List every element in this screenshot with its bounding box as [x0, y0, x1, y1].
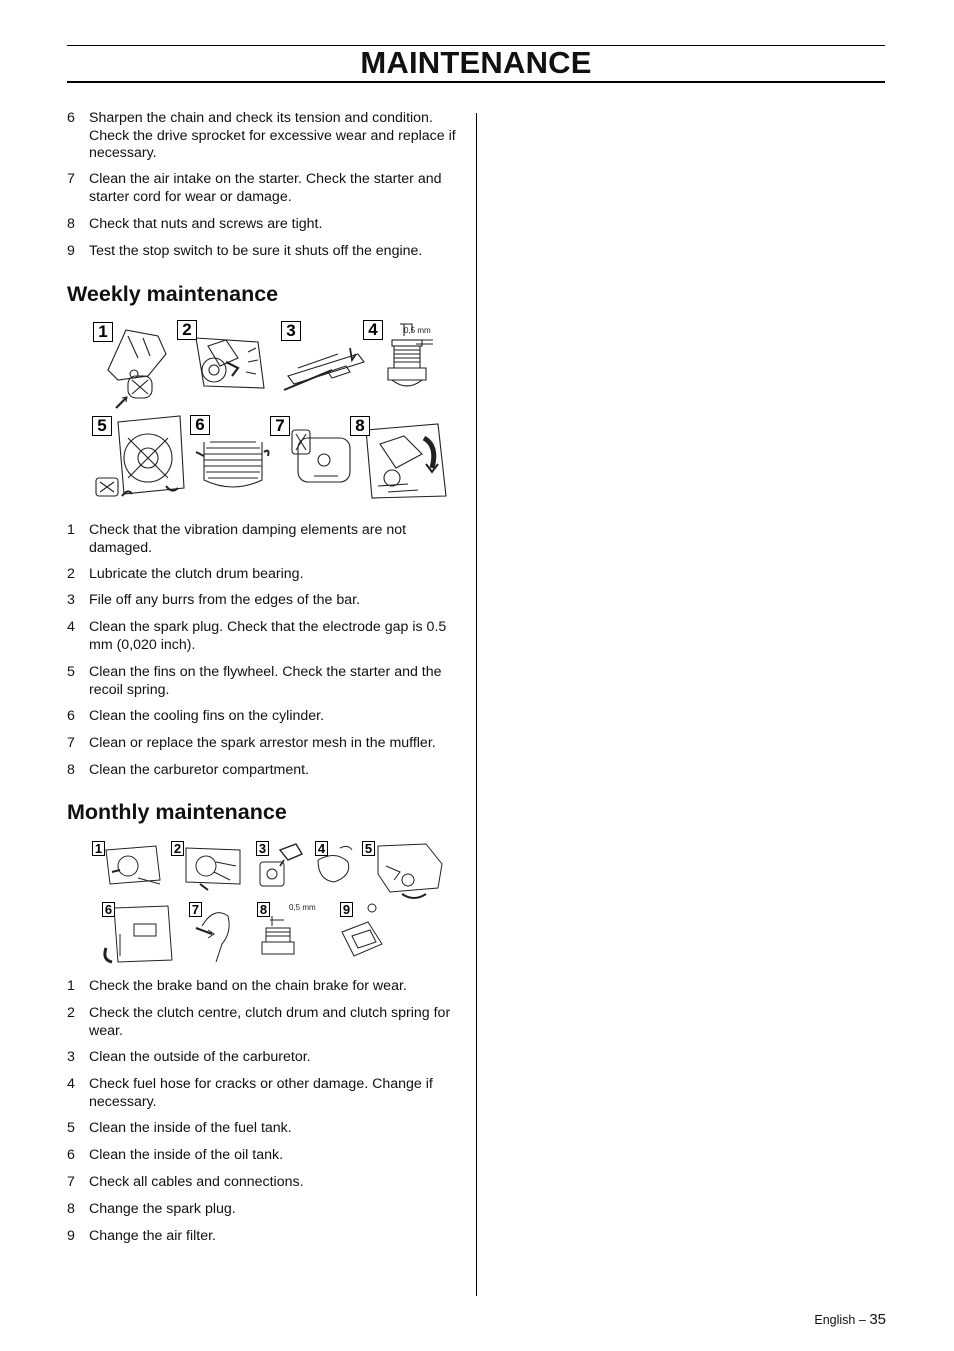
step-text: Clean the cooling fins on the cylinder.	[89, 708, 325, 724]
figure-label: 6	[102, 902, 115, 917]
step-text: Clean or replace the spark arrestor mesh in the muffler.	[89, 735, 436, 751]
step-number: 1	[67, 978, 75, 994]
step-text: Clean the inside of the fuel tank.	[89, 1120, 292, 1136]
weekly-illustration	[88, 318, 458, 508]
step-number: 4	[67, 1076, 75, 1092]
figure-label: 2	[171, 841, 184, 856]
step-text: Clean the outside of the carburetor.	[89, 1049, 311, 1065]
step-number: 6	[67, 110, 75, 126]
page-number: 35	[869, 1311, 886, 1328]
weekly-heading: Weekly maintenance	[67, 282, 279, 306]
figure-label: 1	[92, 841, 105, 856]
list-item	[67, 708, 457, 726]
step-number: 5	[67, 664, 75, 680]
step-number: 9	[67, 243, 75, 259]
list-item	[67, 1005, 457, 1040]
step-number: 7	[67, 1174, 75, 1190]
list-item	[67, 243, 457, 261]
figure-label: 8	[257, 902, 270, 917]
step-text: Change the air filter.	[89, 1228, 216, 1244]
monthly-illustration	[90, 836, 450, 968]
figure-label: 6	[190, 415, 210, 435]
step-text: Check the clutch centre, clutch drum and clutch spring for wear.	[89, 1005, 451, 1039]
step-number: 2	[67, 566, 75, 582]
step-number: 8	[67, 1201, 75, 1217]
step-number: 3	[67, 592, 75, 608]
step-number: 6	[67, 708, 75, 724]
step-text: Check all cables and connections.	[89, 1174, 304, 1190]
step-number: 1	[67, 522, 75, 538]
step-text: Check that the vibration damping elements are not damaged.	[89, 522, 407, 556]
step-number: 8	[67, 762, 75, 778]
footer-dash: –	[858, 1313, 866, 1327]
step-text: Lubricate the clutch drum bearing.	[89, 566, 304, 582]
figure-label: 9	[340, 902, 353, 917]
step-number: 3	[67, 1049, 75, 1065]
list-item	[67, 735, 457, 753]
step-number: 7	[67, 171, 75, 187]
step-text: Clean the carburetor compartment.	[89, 762, 310, 778]
figure-label: 7	[189, 902, 202, 917]
monthly-heading: Monthly maintenance	[67, 800, 287, 824]
step-text: Change the spark plug.	[89, 1201, 236, 1217]
list-item	[67, 592, 457, 610]
step-text: Clean the fins on the flywheel. Check the starter and the recoil spring.	[89, 664, 442, 698]
step-text: Check that nuts and screws are tight.	[89, 216, 323, 232]
step-text: Test the stop switch to be sure it shuts off the engine.	[89, 243, 423, 259]
step-number: 2	[67, 1005, 75, 1021]
weekly-illustration-drawing	[88, 318, 458, 508]
list-item	[67, 762, 457, 780]
list-item	[67, 1076, 457, 1111]
step-text: Check fuel hose for cracks or other damage. Change if necessary.	[89, 1076, 433, 1110]
step-text: Clean the spark plug. Check that the electrode gap is 0.5 mm (0,020 inch).	[89, 619, 447, 653]
list-item	[67, 1049, 457, 1067]
figure-label: 5	[92, 416, 112, 436]
figure-label: 7	[270, 416, 290, 436]
list-item	[67, 171, 457, 206]
column-divider	[476, 113, 477, 1296]
list-item	[67, 216, 457, 234]
step-text: Check the brake band on the chain brake for wear.	[89, 978, 407, 994]
figure-label: 3	[256, 841, 269, 856]
list-item	[67, 1174, 457, 1192]
footer-language: English	[814, 1313, 856, 1327]
monthly-illustration-drawing	[90, 836, 450, 968]
gap-annotation: 0,5 mm	[289, 903, 316, 912]
step-text: Clean the inside of the oil tank.	[89, 1147, 284, 1163]
page-footer	[814, 1311, 886, 1328]
figure-label: 5	[362, 841, 375, 856]
step-number: 9	[67, 1228, 75, 1244]
page-title: MAINTENANCE	[360, 45, 592, 80]
step-text: File off any burrs from the edges of the bar.	[89, 592, 361, 608]
list-item	[67, 110, 457, 163]
header-bottom-rule	[67, 81, 885, 83]
list-item	[67, 664, 457, 699]
step-number: 8	[67, 216, 75, 232]
list-item	[67, 1201, 457, 1219]
step-number: 6	[67, 1147, 75, 1163]
figure-label: 2	[177, 320, 197, 340]
list-item	[67, 1147, 457, 1165]
figure-label: 4	[315, 841, 328, 856]
step-number: 4	[67, 619, 75, 635]
figure-label: 4	[363, 320, 383, 340]
list-item	[67, 522, 457, 557]
list-item	[67, 978, 457, 996]
list-item	[67, 1120, 457, 1138]
list-item	[67, 1228, 457, 1246]
step-text: Clean the air intake on the starter. Check the starter and starter cord for wear or damage.	[89, 171, 442, 205]
list-item	[67, 619, 457, 654]
step-number: 7	[67, 735, 75, 751]
figure-label: 3	[281, 321, 301, 341]
list-item	[67, 566, 457, 584]
figure-label: 8	[350, 416, 370, 436]
figure-label: 1	[93, 322, 113, 342]
step-number: 5	[67, 1120, 75, 1136]
step-text: Sharpen the chain and check its tension and condition. Check the drive sprocket for excessive wear and replace if necessary.	[89, 110, 456, 161]
gap-annotation: 0,5 mm	[404, 326, 431, 335]
